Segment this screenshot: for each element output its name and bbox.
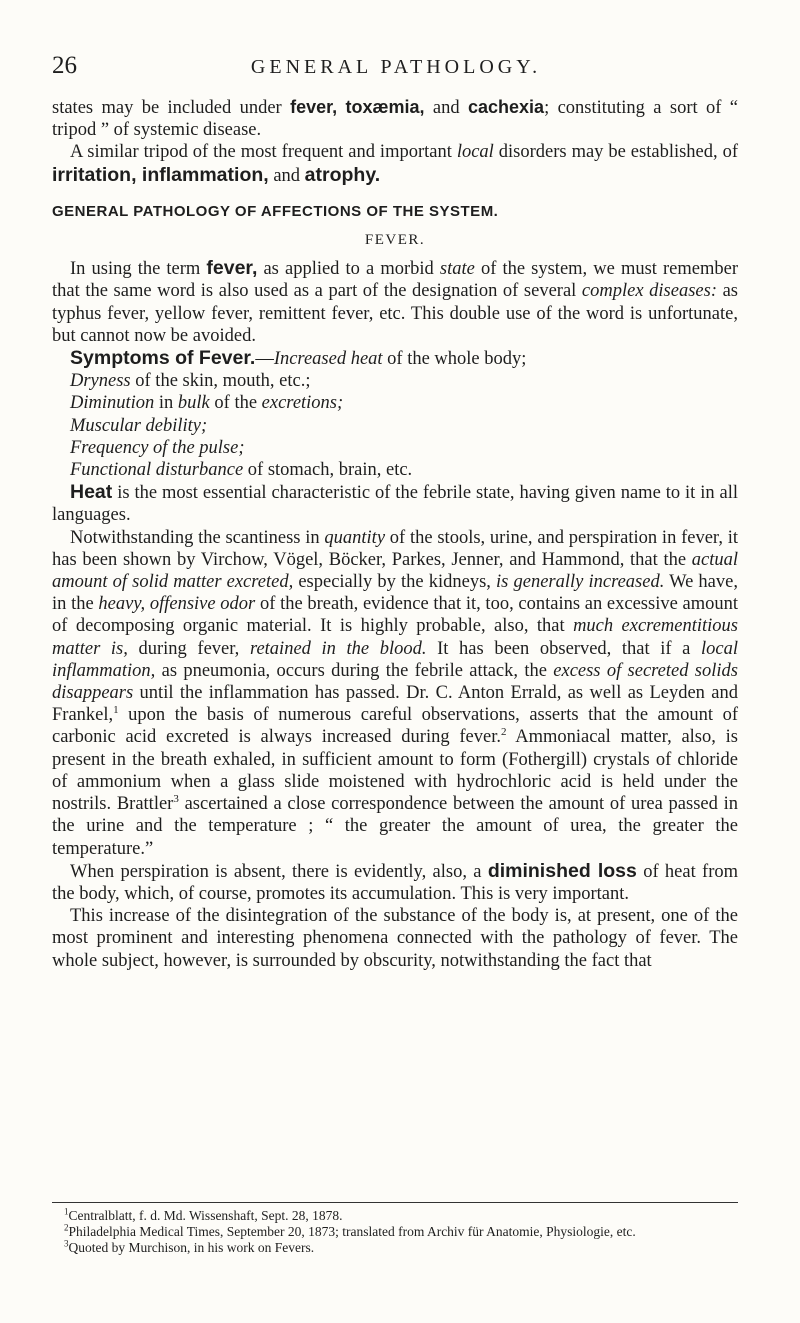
page-body [52, 96, 738, 972]
footnote [52, 1208, 738, 1224]
term-excess-solids: excess of secreted solids disappears [52, 660, 738, 704]
text-run: in [154, 393, 178, 414]
page-number: 26 [52, 52, 77, 79]
text-run: A similar tripod of the most frequent and important [70, 142, 457, 163]
symptom-line [52, 392, 738, 414]
text-run: We have, in the [52, 572, 738, 615]
term-cachexia: cachexia [468, 97, 545, 117]
footnotes [52, 1208, 738, 1256]
text-run: as pneumonia, occurs during the febrile attack, the [155, 660, 554, 681]
term-state: state [439, 259, 475, 280]
text-run: of the [209, 393, 262, 414]
footnote-ref: 3 [173, 792, 179, 805]
text-run: of the system, we must remember that the same word is also used as a part of the designation of several [52, 259, 739, 302]
term-excrementitious: much excrementitious matter is, [52, 616, 738, 659]
symptom-term: Increased heat [273, 349, 383, 370]
term-toxaemia: toxæmia, [345, 97, 425, 117]
text-run: of heat from the body, which, of course, promotes its accumulation. This is very important. [52, 861, 739, 904]
term-local-inflammation: local inflammation, [52, 638, 739, 681]
text-run: and [268, 165, 305, 186]
footnote [52, 1224, 738, 1240]
term-retained: retained in the blood. [249, 638, 427, 659]
footnote [52, 1240, 738, 1256]
text-run: and [424, 98, 468, 118]
text-run: states may be included under [52, 98, 291, 118]
term-heat: Heat [70, 481, 113, 504]
term-atrophy: atrophy. [304, 163, 381, 186]
text-run: When perspiration is absent, there is evidently, also, a [70, 861, 488, 882]
text-run: is the most essential characteristic of the febrile state, having given name to it in all languages. [52, 483, 738, 526]
term-generally-increased: is generally increased. [496, 572, 665, 593]
text-run: Ammoniacal matter, also, is present in the breath exhaled, in sufficient amount to form (Fothergill) crystals of chloride of ammonium when a glass slide moistened with hydrochloric acid is held under the nostrils. Brattler [52, 727, 738, 815]
term-irritation-inflammation: irritation, inflammation, [52, 163, 269, 186]
symptom-term: Frequency of the pulse; [70, 437, 245, 458]
text-run: especially by the kidneys, [293, 572, 497, 593]
footnote-text: Centralblatt, f. d. Md. Wissenshaft, Sept. 28, 1878. [68, 1208, 343, 1223]
symptom-term: Functional disturbance [70, 460, 244, 481]
symptoms-list [52, 347, 738, 481]
term-local: local [456, 142, 494, 163]
symptom-line [52, 459, 738, 481]
footnote-ref: 1 [113, 704, 119, 717]
term-fever: fever, [290, 97, 338, 117]
text-run: upon the basis of numerous careful observations, asserts that the amount of carbonic acid excreted is always increased during fever. [52, 705, 738, 748]
symptom-term: Diminution [70, 393, 155, 414]
text-run: as typhus fever, yellow fever, remittent fever, etc. This double use of the word is unfortunate, but cannot now be avoided. [52, 281, 738, 346]
symptoms-heading: Symptoms of Fever. [70, 347, 256, 370]
text-run: ascertained a close correspondence between the amount of urea passed in the urine and the temperature ; “ the greater the amount of urea, the greater the temperature.” [52, 794, 738, 859]
footnote-ref: 2 [500, 726, 507, 739]
term-heavy-odor: heavy, offensive odor [98, 594, 256, 615]
disintegration-paragraph: This increase of the disintegration of the substance of the body is, at present, one of the most prominent and interesting phenomena connected with the pathology of fever. The whole subject, however, is surrounded by obscurity, notwithstanding the fact that [52, 906, 738, 971]
symptom-line [52, 370, 738, 392]
text-run: — [255, 349, 274, 370]
intro-paragraph-1 [52, 96, 738, 141]
footnote-text: Quoted by Murchison, in his work on Fevers. [68, 1240, 315, 1255]
excretion-paragraph [52, 527, 738, 860]
text-run: ; constituting a sort of “ tripod ” of systemic disease. [52, 98, 738, 141]
intro-paragraph-2 [52, 141, 738, 186]
text-run: of stomach, brain, etc. [243, 460, 413, 481]
text-run: as applied to a morbid [257, 259, 440, 280]
section-heading: GENERAL PATHOLOGY OF AFFECTIONS OF THE SYSTEM. [52, 202, 499, 220]
symptom-line [52, 437, 738, 459]
footnote-number: 3 [64, 1238, 69, 1249]
perspiration-paragraph [52, 860, 738, 905]
symptom-line [52, 415, 738, 437]
symptom-term: Muscular debility; [70, 415, 208, 436]
text-run: of the breath, evidence that it, too, contains an excessive amount of decomposing organic material. It is highly probable, also, that [52, 594, 738, 637]
text-run: disorders may be established, of [493, 142, 738, 163]
footnote-divider [52, 1202, 738, 1203]
text-run: of the skin, mouth, etc.; [130, 371, 311, 392]
heat-paragraph [52, 481, 738, 526]
text-run: during fever, [127, 638, 250, 659]
fever-paragraph [52, 257, 738, 347]
term-complex-diseases: complex diseases: [581, 281, 717, 302]
text-run: Notwithstanding the scantiness in [70, 527, 325, 548]
term-fever: fever, [206, 257, 258, 280]
text-run: of the whole body; [382, 349, 527, 370]
text-run: until the inflammation has passed. Dr. C. Anton Errald, as well as Leyden and Frankel, [52, 683, 738, 726]
footnote-text: Philadelphia Medical Times, September 20, 1873; translated from Archiv für Anatomie, Physiologie, etc. [68, 1224, 636, 1239]
footnote-number: 1 [64, 1206, 69, 1217]
symptom-term: excretions; [261, 393, 344, 414]
symptom-line [52, 347, 738, 370]
text-run: It has been observed, that if a [426, 638, 702, 659]
text-run: of the stools, urine, and perspiration in fever, it has been shown by Virchow, Vögel, Böcker, Parkes, Jenner, and Hammond, that the [52, 527, 739, 570]
symptom-term: Dryness [70, 371, 131, 392]
footnote-number: 2 [64, 1222, 69, 1233]
running-head: GENERAL PATHOLOGY. [250, 56, 542, 78]
term-actual-amount: actual amount of solid matter excreted, [52, 549, 738, 593]
section-subheading: FEVER. [364, 232, 426, 249]
term-quantity: quantity [324, 527, 386, 548]
page-header [52, 52, 740, 82]
term-diminished-loss: diminished loss [487, 859, 637, 882]
symptom-term: bulk [177, 393, 210, 414]
text-run: In using the term [70, 259, 207, 280]
